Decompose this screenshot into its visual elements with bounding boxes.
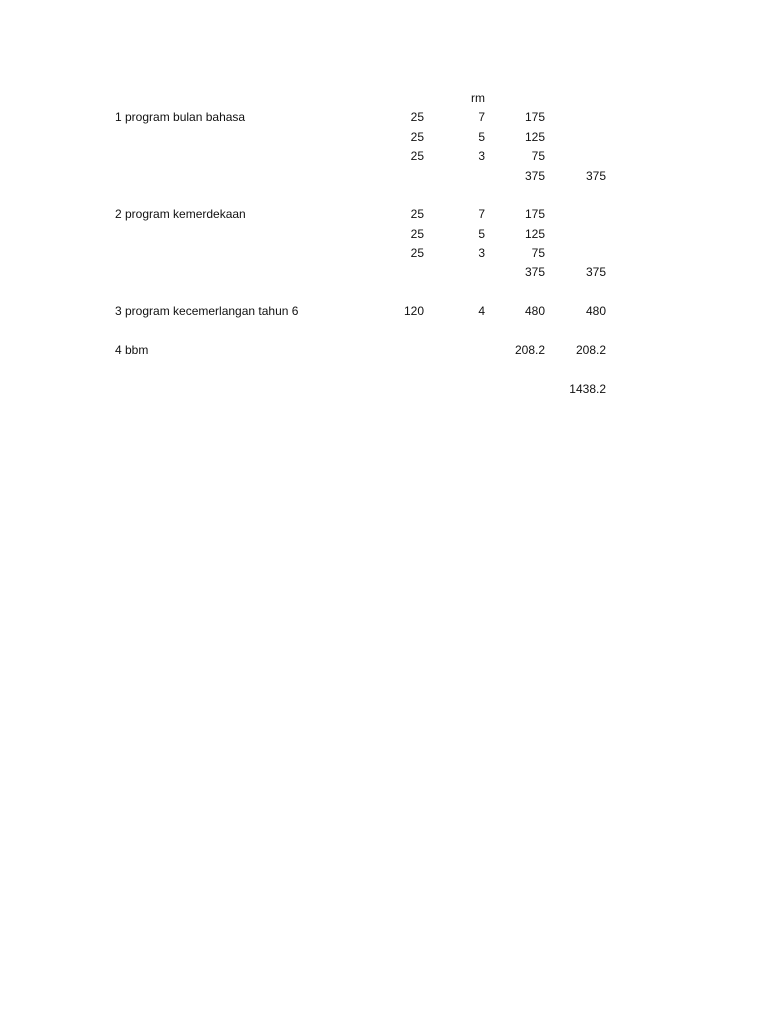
section-2-row-3 [0, 244, 768, 262]
currency-header: rm [471, 91, 485, 105]
section-3-qty: 120 [403, 304, 424, 318]
section-2-subtotal-row [0, 263, 768, 281]
section-2-line-3-rate: 3 [478, 246, 485, 260]
grand-total-row [0, 380, 768, 398]
section-1-line-3-qty: 25 [410, 149, 424, 163]
section-3-amount: 480 [524, 304, 545, 318]
section-1-line-1-qty: 25 [410, 110, 424, 124]
section-4-amount: 208.2 [514, 343, 545, 357]
header-row [0, 89, 768, 107]
section-2-subtotal: 375 [524, 265, 545, 279]
section-2-line-3-qty: 25 [410, 246, 424, 260]
section-1-line-3-amount: 75 [531, 149, 545, 163]
section-2-label: 2 program kemerdekaan [115, 207, 246, 221]
section-1-line-2-amount: 125 [524, 130, 545, 144]
section-1-subtotal: 375 [524, 169, 545, 183]
section-2-line-2-qty: 25 [410, 227, 424, 241]
section-1-line-2-qty: 25 [410, 130, 424, 144]
section-1-line-2-rate: 5 [478, 130, 485, 144]
section-2-line-2-amount: 125 [524, 227, 545, 241]
section-2-line-3-amount: 75 [531, 246, 545, 260]
section-3-row [0, 302, 768, 320]
section-2-line-1-qty: 25 [410, 207, 424, 221]
section-1-line-1-rate: 7 [478, 110, 485, 124]
section-4-total: 208.2 [575, 343, 606, 357]
section-4-row [0, 341, 768, 359]
section-1-line-1-amount: 175 [524, 110, 545, 124]
section-2-row-1 [0, 205, 768, 223]
section-3-total: 480 [585, 304, 606, 318]
grand-total: 1438.2 [569, 382, 606, 396]
section-1-subtotal-row [0, 167, 768, 185]
section-1-label: 1 program bulan bahasa [115, 110, 246, 124]
section-2-line-1-rate: 7 [478, 207, 485, 221]
section-3-rate: 4 [478, 304, 485, 318]
section-3-label: 3 program kecemerlangan tahun 6 [115, 304, 299, 318]
section-2-line-1-amount: 175 [524, 207, 545, 221]
section-1-line-3-rate: 3 [478, 149, 485, 163]
section-2-line-2-rate: 5 [478, 227, 485, 241]
section-4-label: 4 bbm [115, 343, 149, 357]
section-1-row-2 [0, 128, 768, 146]
section-2-total: 375 [585, 265, 606, 279]
section-1-total: 375 [585, 169, 606, 183]
section-1-row-1 [0, 108, 768, 126]
section-2-row-2 [0, 225, 768, 243]
section-1-row-3 [0, 147, 768, 165]
